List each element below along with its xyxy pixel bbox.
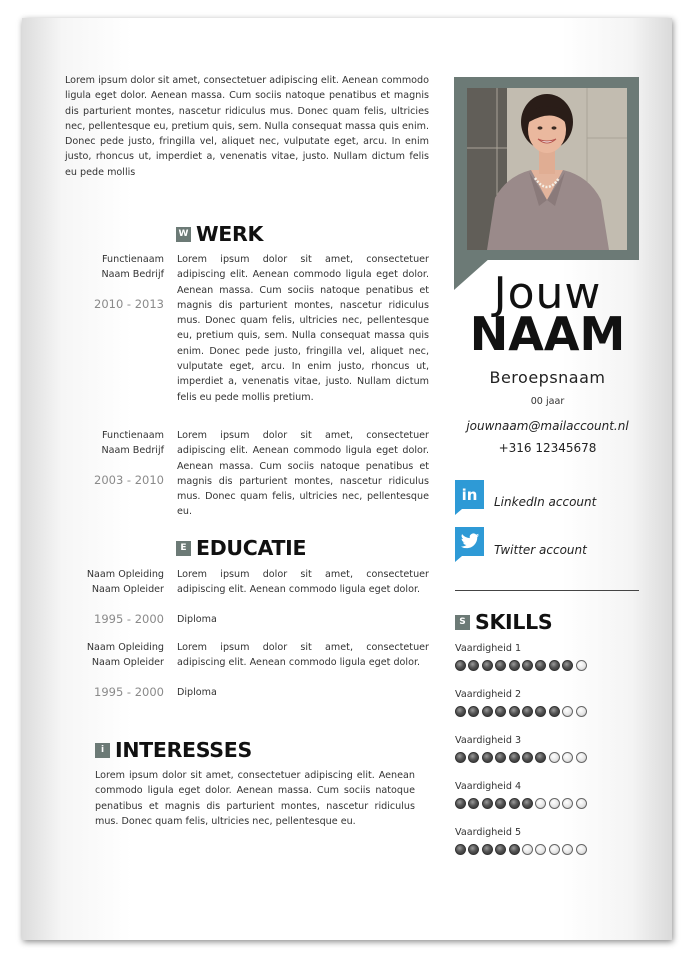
- job2-text: Lorem ipsum dolor sit amet, consectetuer adipiscing elit. Aenean commodo ligula eget dolor. Aenean massa. Cum sociis natoque penatibus et magnis dis parturient montes, nascetur ridiculus mus. Donec quam felis, ultricies nec, pellentesque eu.: [177, 430, 429, 518]
- werk-title: WERK: [196, 222, 264, 246]
- job2-function: Functienaam: [102, 430, 164, 441]
- edu2-text: Lorem ipsum dolor sit amet, consectetuer adipiscing elit. Aenean commodo ligula eget dolor.: [177, 642, 429, 669]
- skill-dot: [535, 660, 546, 671]
- skill-1-label: Vaardigheid 1: [455, 643, 522, 654]
- edu2-education: Naam Opleiding: [86, 642, 164, 653]
- job-title: Beroepsnaam: [489, 368, 606, 387]
- skill-dot: [549, 844, 560, 855]
- skill-dot: [468, 752, 479, 763]
- skill-dot: [455, 706, 466, 717]
- skill-dot: [482, 798, 493, 809]
- interesses-text: Lorem ipsum dolor sit amet, consectetuer adipiscing elit. Aenean commodo ligula eget dolor. Aenean massa. Cum sociis natoque penatibus et magnis dis parturient montes, nascetur ridiculus mus. Donec quam felis, ultricies nec, pellentesque eu.: [95, 770, 415, 827]
- section-skills: [455, 610, 552, 634]
- intro-text: Lorem ipsum dolor sit amet, consectetuer adipiscing elit. Aenean commodo ligula eget dolor. Aenean massa. Cum sociis natoque penatibus et magnis dis parturient montes, nascetur ridiculus mus. Donec quam felis, ultricies nec, pellentesque eu, pretium quis, sem. Nulla consequat massa quis enim. Donec pede justo, fringilla vel, aliquet nec, vulputate eget, arcu. In enim justo, rhoncus ut, imperdiet a, venenatis vitae, justo. Nullam dictum felis eu pede mollis: [65, 75, 430, 178]
- linkedin-link[interactable]: LinkedIn account: [494, 495, 597, 509]
- skill-dot: [549, 706, 560, 717]
- first-name: Jouw: [493, 268, 602, 319]
- skill-dot: [522, 752, 533, 763]
- skill-dot: [522, 660, 533, 671]
- edu1-institute: Naam Opleider: [91, 584, 164, 596]
- edu2-diploma: Diploma: [177, 687, 217, 698]
- job1-meta: [24, 252, 164, 283]
- skill-dot: [455, 752, 466, 763]
- skill-dot: [509, 706, 520, 717]
- skill-dot: [562, 844, 573, 855]
- educatie-badge: E: [176, 541, 191, 556]
- skill-dot: [562, 798, 573, 809]
- job1-years: 2010 - 2013: [94, 297, 164, 311]
- twitter-bird-icon: [460, 533, 480, 550]
- edu1-text: Lorem ipsum dolor sit amet, consectetuer adipiscing elit. Aenean commodo ligula eget dolor.: [177, 569, 429, 596]
- skill-dot: [495, 798, 506, 809]
- skill-dot: [576, 752, 587, 763]
- linkedin-icon-tail: [455, 509, 462, 515]
- edu1-diploma: Diploma: [177, 614, 217, 625]
- skill-dot: [549, 660, 560, 671]
- skill-dot: [482, 660, 493, 671]
- job2-company: Naam Bedrijf: [101, 445, 164, 457]
- job2-years: 2003 - 2010: [94, 473, 164, 487]
- skill-dot: [468, 706, 479, 717]
- skill-4-label: Vaardigheid 4: [455, 781, 522, 792]
- edu1-meta: [24, 567, 164, 598]
- skill-2-rating: [455, 706, 587, 717]
- educatie-title: EDUCATIE: [196, 536, 307, 560]
- interesses-badge: i: [95, 743, 110, 758]
- skill-4-rating: [455, 798, 587, 809]
- skill-dot: [549, 798, 560, 809]
- skill-dot: [535, 706, 546, 717]
- skill-dot: [522, 844, 533, 855]
- edu2-meta: [24, 640, 164, 671]
- email-address[interactable]: jouwnaam@mailaccount.nl: [466, 419, 629, 433]
- skill-dot: [549, 752, 560, 763]
- job2-meta: [24, 428, 164, 459]
- section-werk: [176, 222, 263, 246]
- skill-dot: [509, 844, 520, 855]
- sidebar-divider: [455, 590, 639, 591]
- skill-dot: [576, 844, 587, 855]
- skill-3-rating: [455, 752, 587, 763]
- job1-text: Lorem ipsum dolor sit amet, consectetuer adipiscing elit. Aenean commodo ligula eget dolor. Aenean massa. Cum sociis natoque penatibus et magnis dis parturient montes, nascetur ridiculus mus. Donec quam felis, ultricies nec, pellentesque eu, pretium quis, sem. Nulla consequat massa quis enim. Donec pede justo, fringilla vel, aliquet nec, vulputate eget, arcu. In enim justo, rhoncus ut, imperdiet a, venenatis vitae, justo. Nullam dictum felis eu pede mollis pretium.: [177, 254, 429, 403]
- interesses-title: INTERESSES: [115, 738, 252, 762]
- skill-3-label: Vaardigheid 3: [455, 735, 522, 746]
- werk-badge: W: [176, 227, 191, 242]
- twitter-link[interactable]: Twitter account: [494, 543, 587, 557]
- skill-dot: [576, 798, 587, 809]
- skill-dot: [509, 752, 520, 763]
- skills-title: SKILLS: [475, 610, 553, 634]
- edu1-years: 1995 - 2000: [94, 612, 164, 626]
- skill-dot: [522, 798, 533, 809]
- skill-dot: [522, 706, 533, 717]
- skill-dot: [509, 798, 520, 809]
- skill-dot: [468, 844, 479, 855]
- last-name: NAAM: [469, 307, 626, 361]
- twitter-icon[interactable]: [455, 527, 484, 556]
- skill-dot: [576, 660, 587, 671]
- job1-company: Naam Bedrijf: [101, 269, 164, 281]
- skill-dot: [495, 660, 506, 671]
- skill-dot: [455, 844, 466, 855]
- job1-function: Functienaam: [102, 254, 164, 265]
- skill-5-rating: [455, 844, 587, 855]
- skill-dot: [495, 706, 506, 717]
- skill-dot: [535, 798, 546, 809]
- skill-2-label: Vaardigheid 2: [455, 689, 522, 700]
- linkedin-icon-letters: in: [461, 485, 478, 504]
- skill-dot: [482, 752, 493, 763]
- skill-dot: [495, 752, 506, 763]
- skill-1-rating: [455, 660, 587, 671]
- skill-dot: [509, 660, 520, 671]
- skill-dot: [455, 798, 466, 809]
- skills-badge: S: [455, 615, 470, 630]
- skill-dot: [495, 844, 506, 855]
- skill-dot: [535, 844, 546, 855]
- skill-dot: [455, 660, 466, 671]
- linkedin-icon[interactable]: [455, 480, 484, 509]
- skill-dot: [468, 660, 479, 671]
- twitter-icon-tail: [455, 556, 462, 562]
- profile-photo: [467, 88, 627, 250]
- edu2-institute: Naam Opleider: [91, 657, 164, 669]
- phone-number: +316 12345678: [498, 441, 597, 455]
- skill-dot: [562, 706, 573, 717]
- skill-dot: [562, 752, 573, 763]
- skill-5-label: Vaardigheid 5: [455, 827, 522, 838]
- section-educatie: [176, 536, 306, 560]
- skill-dot: [468, 798, 479, 809]
- skill-dot: [562, 660, 573, 671]
- skill-dot: [576, 706, 587, 717]
- section-interesses: [95, 738, 252, 762]
- skill-dot: [535, 752, 546, 763]
- portrait-illustration: [467, 88, 627, 250]
- edu2-years: 1995 - 2000: [94, 685, 164, 699]
- skill-dot: [482, 706, 493, 717]
- edu1-education: Naam Opleiding: [86, 569, 164, 580]
- age: 00 jaar: [530, 396, 565, 407]
- skill-dot: [482, 844, 493, 855]
